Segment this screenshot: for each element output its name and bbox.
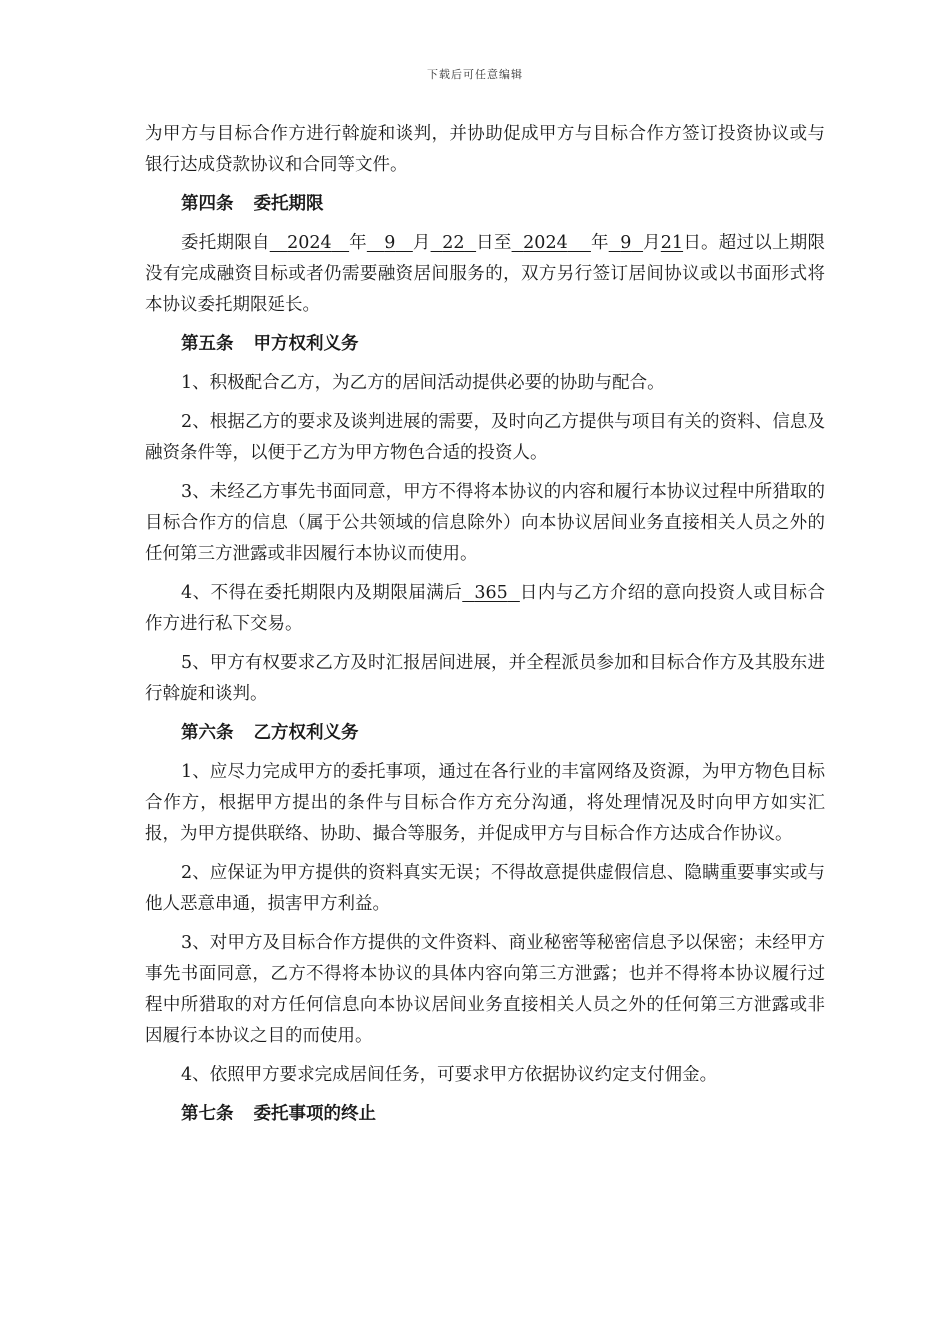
article-4-heading: [145, 189, 825, 220]
article-6-heading: [145, 718, 825, 749]
article-5-heading: [145, 329, 825, 360]
article-number: 第四条: [181, 194, 234, 214]
month-label: 月: [412, 233, 431, 253]
article-number: 第七条: [181, 1104, 234, 1124]
article-title: 委托期限: [253, 194, 324, 214]
article-title: 乙方权利义务: [253, 723, 359, 743]
page-header: 下载后可任意编辑: [427, 68, 523, 81]
article-4-term-paragraph: [145, 228, 825, 321]
item-4-prefix: 4、不得在委托期限内及期限届满后: [181, 583, 463, 603]
year-label: 年: [590, 233, 609, 253]
term-prefix: 委托期限自: [181, 233, 270, 253]
article-5-item-5: 5、甲方有权要求乙方及时汇报居间进展，并全程派员参加和目标合作方及其股东进行斡旋和谈判。: [145, 653, 825, 704]
article-number: 第六条: [181, 723, 234, 743]
start-day-field: 22: [442, 233, 465, 253]
start-month-field: 9: [384, 233, 396, 253]
article-7-heading: [145, 1099, 825, 1130]
document-body: [145, 119, 825, 1138]
article-title: 甲方权利义务: [253, 334, 359, 354]
item-4-suffix: 日内与乙方介绍的意向投资人或目标合作方进行私下交易。: [145, 583, 825, 634]
to-label: 日至: [476, 233, 512, 253]
article-6-item-2: 2、应保证为甲方提供的资料真实无误；不得故意提供虚假信息、隐瞒重要事实或与他人恶意串通，损害甲方利益。: [145, 863, 825, 914]
article-6-item-4: 4、依照甲方要求完成居间任务，可要求甲方依据协议约定支付佣金。: [181, 1065, 718, 1085]
month-label: 月: [643, 233, 661, 253]
paragraph-intro-continued: 为甲方与目标合作方进行斡旋和谈判，并协助促成甲方与目标合作方签订投资协议或与银行达成贷款协议和合同等文件。: [145, 124, 825, 175]
article-5-item-1: 1、积极配合乙方，为乙方的居间活动提供必要的协助与配合。: [181, 373, 665, 393]
term-suffix: 日。超过以上期限没有完成融资目标或者仍需要融资居间服务的，双方另行签订居间协议或以书面形式将本协议委托期限延长。: [145, 233, 825, 315]
end-day-field: 21: [660, 233, 684, 253]
start-year-field: 2024: [287, 233, 332, 253]
article-5-item-2: 2、根据乙方的要求及谈判进展的需要，及时向乙方提供与项目有关的资料、信息及融资条件等，以便于乙方为甲方物色合适的投资人。: [145, 412, 825, 463]
article-title: 委托事项的终止: [253, 1104, 376, 1124]
year-label: 年: [349, 233, 367, 253]
article-5-item-3: 3、未经乙方事先书面同意，甲方不得将本协议的内容和履行本协议过程中所猎取的目标合作方的信息（属于公共领域的信息除外）向本协议居间业务直接相关人员之外的任何第三方泄露或非因履行本协议而使用。: [145, 482, 825, 564]
article-number: 第五条: [181, 334, 234, 354]
article-5-item-4: [145, 578, 825, 640]
end-month-field: 9: [620, 233, 632, 253]
article-6-item-1: 1、应尽力完成甲方的委托事项，通过在各行业的丰富网络及资源，为甲方物色目标合作方，根据甲方提出的条件与目标合作方充分沟通，将处理情况及时向甲方如实汇报，为甲方提供联络、协助、撮合等服务，并促成甲方与目标合作方达成合作协议。: [145, 762, 825, 844]
days-field: 365: [474, 583, 508, 603]
article-6-item-3: 3、对甲方及目标合作方提供的文件资料、商业秘密等秘密信息予以保密；未经甲方事先书面同意，乙方不得将本协议的具体内容向第三方泄露；也并不得将本协议履行过程中所猎取的对方任何信息向本协议居间业务直接相关人员之外的任何第三方泄露或非因履行本协议之目的而使用。: [145, 933, 825, 1046]
end-year-field: 2024: [523, 233, 568, 253]
